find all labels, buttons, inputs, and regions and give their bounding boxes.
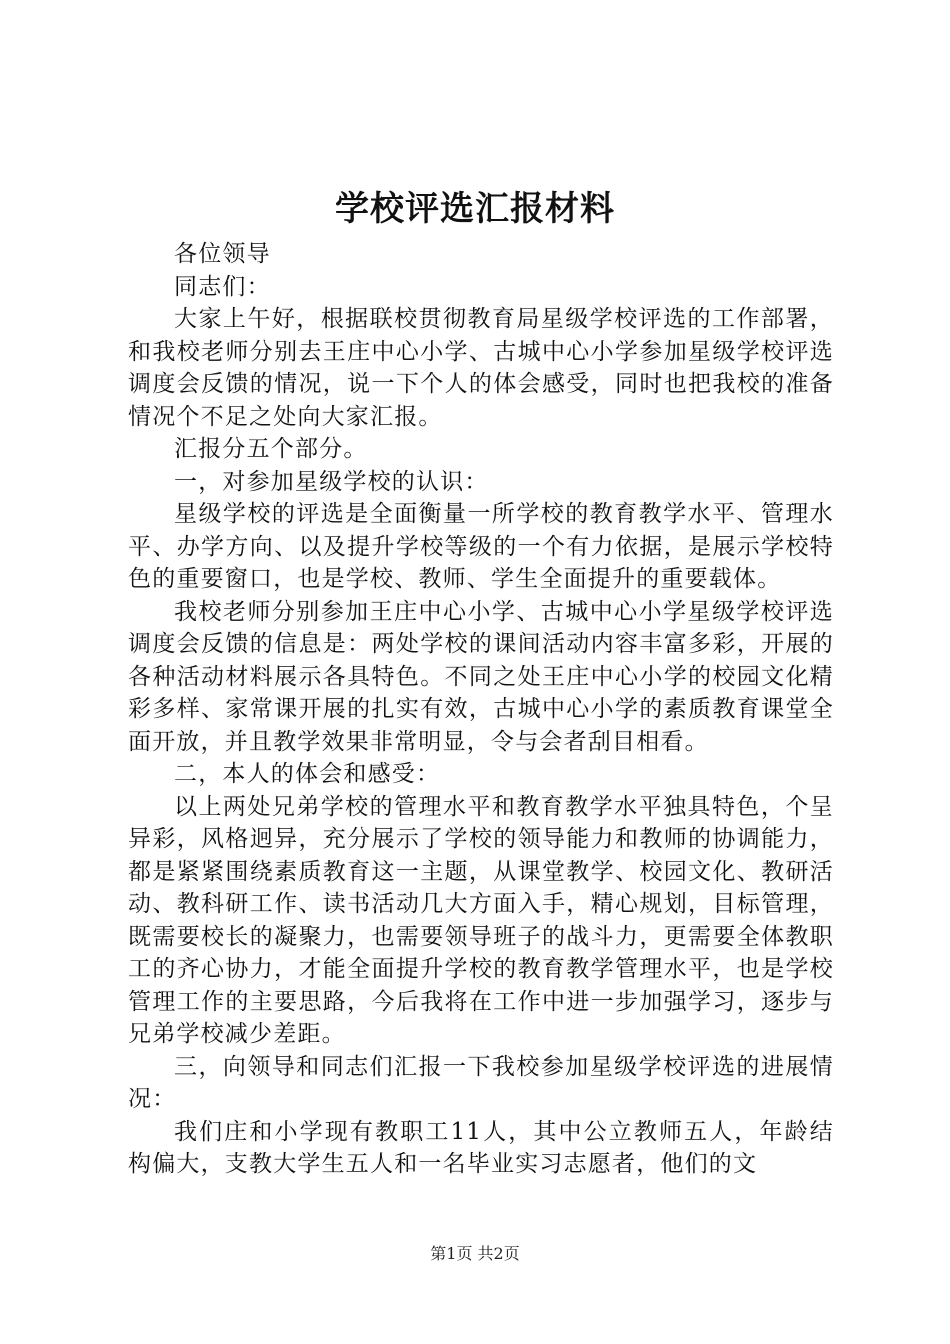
paragraph-section-3: 我们庄和小学现有教职工11人，其中公立教师五人，年龄结构偏大，支教大学生五人和一名毕业实习志愿者，他们的文 <box>128 1118 834 1177</box>
document-body <box>128 238 834 1181</box>
paragraph-salutation-leaders: 各位领导 <box>174 241 271 267</box>
paragraph-section-1a: 星级学校的评选是全面衡量一所学校的教育教学水平、管理水平、办学方向、以及提升学校等级的一个有力依据，是展示学校特色的重要窗口，也是学校、教师、学生全面提升的重要载体。 <box>128 501 834 592</box>
paragraph-salutation-comrades: 同志们： <box>174 273 271 300</box>
section-heading-2: 二，本人的体会和感受： <box>174 761 441 787</box>
paragraph-section-2: 以上两处兄弟学校的管理水平和教育教学水平独具特色，个呈异彩，风格迥异，充分展示了学校的领导能力和教师的协调能力，都是紧紧围绕素质教育这一主题，从课堂教学、校园文化、教研活动、教科研工作、读书活动几大方面入手，精心规划，目标管理，既需要校长的凝聚力，也需要领导班子的战斗力，更需要全体教职工的齐心协力，才能全面提升学校的教育教学管理水平，也是学校管理工作的主要思路，今后我将在工作中进一步加强学习，逐步与兄弟学校减少差距。 <box>128 793 834 1047</box>
document-title: 学校评选汇报材料 <box>335 189 615 229</box>
section-heading-3: 三，向领导和同志们汇报一下我校参加星级学校评选的进展情况： <box>128 1053 834 1112</box>
paragraph-intro: 大家上午好，根据联校贯彻教育局星级学校评选的工作部署，和我校老师分别去王庄中心小学、古城中心小学参加星级学校评选调度会反馈的情况，说一下个人的体会感受，同时也把我校的准备情况个不足之处向大家汇报。 <box>128 306 834 430</box>
paragraph-outline: 汇报分五个部分。 <box>174 436 368 462</box>
section-heading-1: 一，对参加星级学校的认识： <box>174 468 489 495</box>
paragraph-section-1b: 我校老师分别参加王庄中心小学、古城中心小学星级学校评选调度会反馈的信息是：两处学校的课间活动内容丰富多彩，开展的各种活动材料展示各具特色。不同之处王庄中心小学的校园文化精彩多样、家常课开展的扎实有效，古城中心小学的素质教育课堂全面开放，并且教学效果非常明显，令与会者刮目相看。 <box>128 598 834 755</box>
page-number-footer: 第1页 共2页 <box>430 1244 520 1263</box>
